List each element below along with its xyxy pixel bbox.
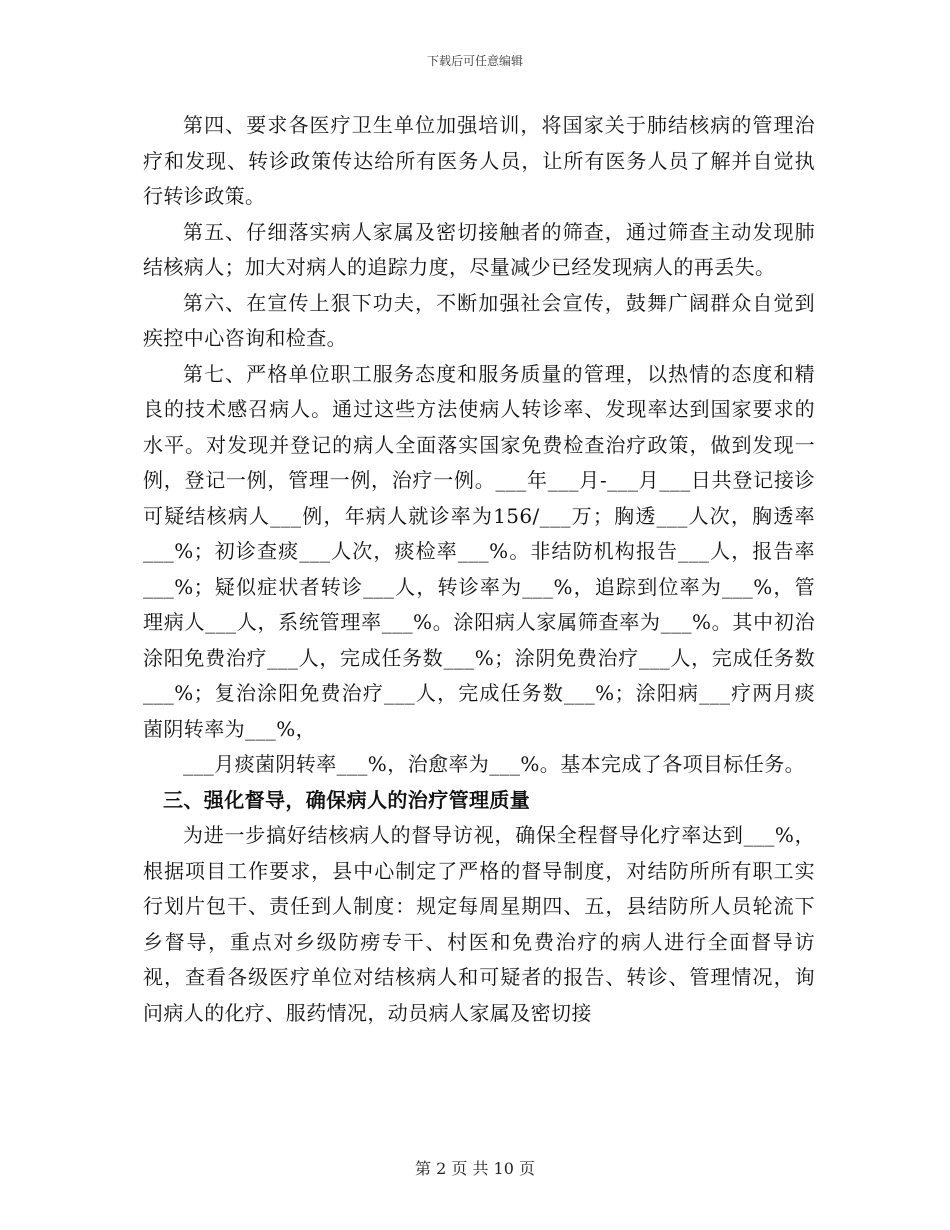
paragraph-sixth: 第六、在宣传上狠下功夫，不断加强社会宣传，鼓舞广阔群众自觉到疾控中心咨询和检查。	[143, 290, 815, 350]
document-body	[143, 108, 815, 1031]
paragraph-supervision: 为进一步搞好结核病人的督导访视，确保全程督导化疗率达到___%，根据项目工作要求，县中心制定了严格的督导制度，对结防所所有职工实行划片包干、责任到人制度：规定每周星期四、五，县结防所人员轮流下乡督导，重点对乡级防痨专干、村医和免费治疗的病人进行全面督导访视，查看各级医疗单位对结核病人和可疑者的报告、转诊、管理情况，询问病人的化疗、服药情况，动员病人家属及密切接	[143, 823, 815, 1025]
section-heading: 三、强化督导，确保病人的治疗管理质量	[163, 787, 531, 812]
page-footer: 第 2 页 共 10 页	[415, 1159, 535, 1178]
paragraph-fifth: 第五、仔细落实病人家属及密切接触者的筛查，通过筛查主动发现肺结核病人；加大对病人的追踪力度，尽量减少已经发现病人的再丢失。	[143, 219, 815, 279]
paragraph-seventh: 第七、严格单位职工服务态度和服务质量的管理，以热情的态度和精良的技术感召病人。通过这些方法使病人转诊率、发现率达到国家要求的水平。对发现并登记的病人全面落实国家免费检查治疗政策，做到发现一例，登记一例，管理一例，治疗一例。___年___月-___月___日共登记接诊可疑结核病人___例，年病人就诊率为156/___万；胸透___人次，胸透率___%；初诊查痰___人次，痰检率___%。非结防机构报告___人，报告率___%；疑似症状者转诊___人，转诊率为___%，追踪到位率为___%，管理病人___人，系统管理率___%。涂阳病人家属筛查率为___%。其中初治涂阳免费治疗___人，完成任务数___%；涂阴免费治疗___人，完成任务数___%；复治涂阳免费治疗___人，完成任务数___%；涂阳病___疗两月痰菌阴转率为___%，	[143, 361, 815, 741]
paragraph-summary: ___月痰菌阴转率___%，治愈率为___%。基本完成了各项目标任务。	[183, 752, 806, 776]
page-header: 下载后可任意编辑	[426, 54, 523, 68]
paragraph-fourth: 第四、要求各医疗卫生单位加强培训，将国家关于肺结核病的管理治疗和发现、转诊政策传达给所有医务人员，让所有医务人员了解并自觉执行转诊政策。	[143, 113, 815, 208]
